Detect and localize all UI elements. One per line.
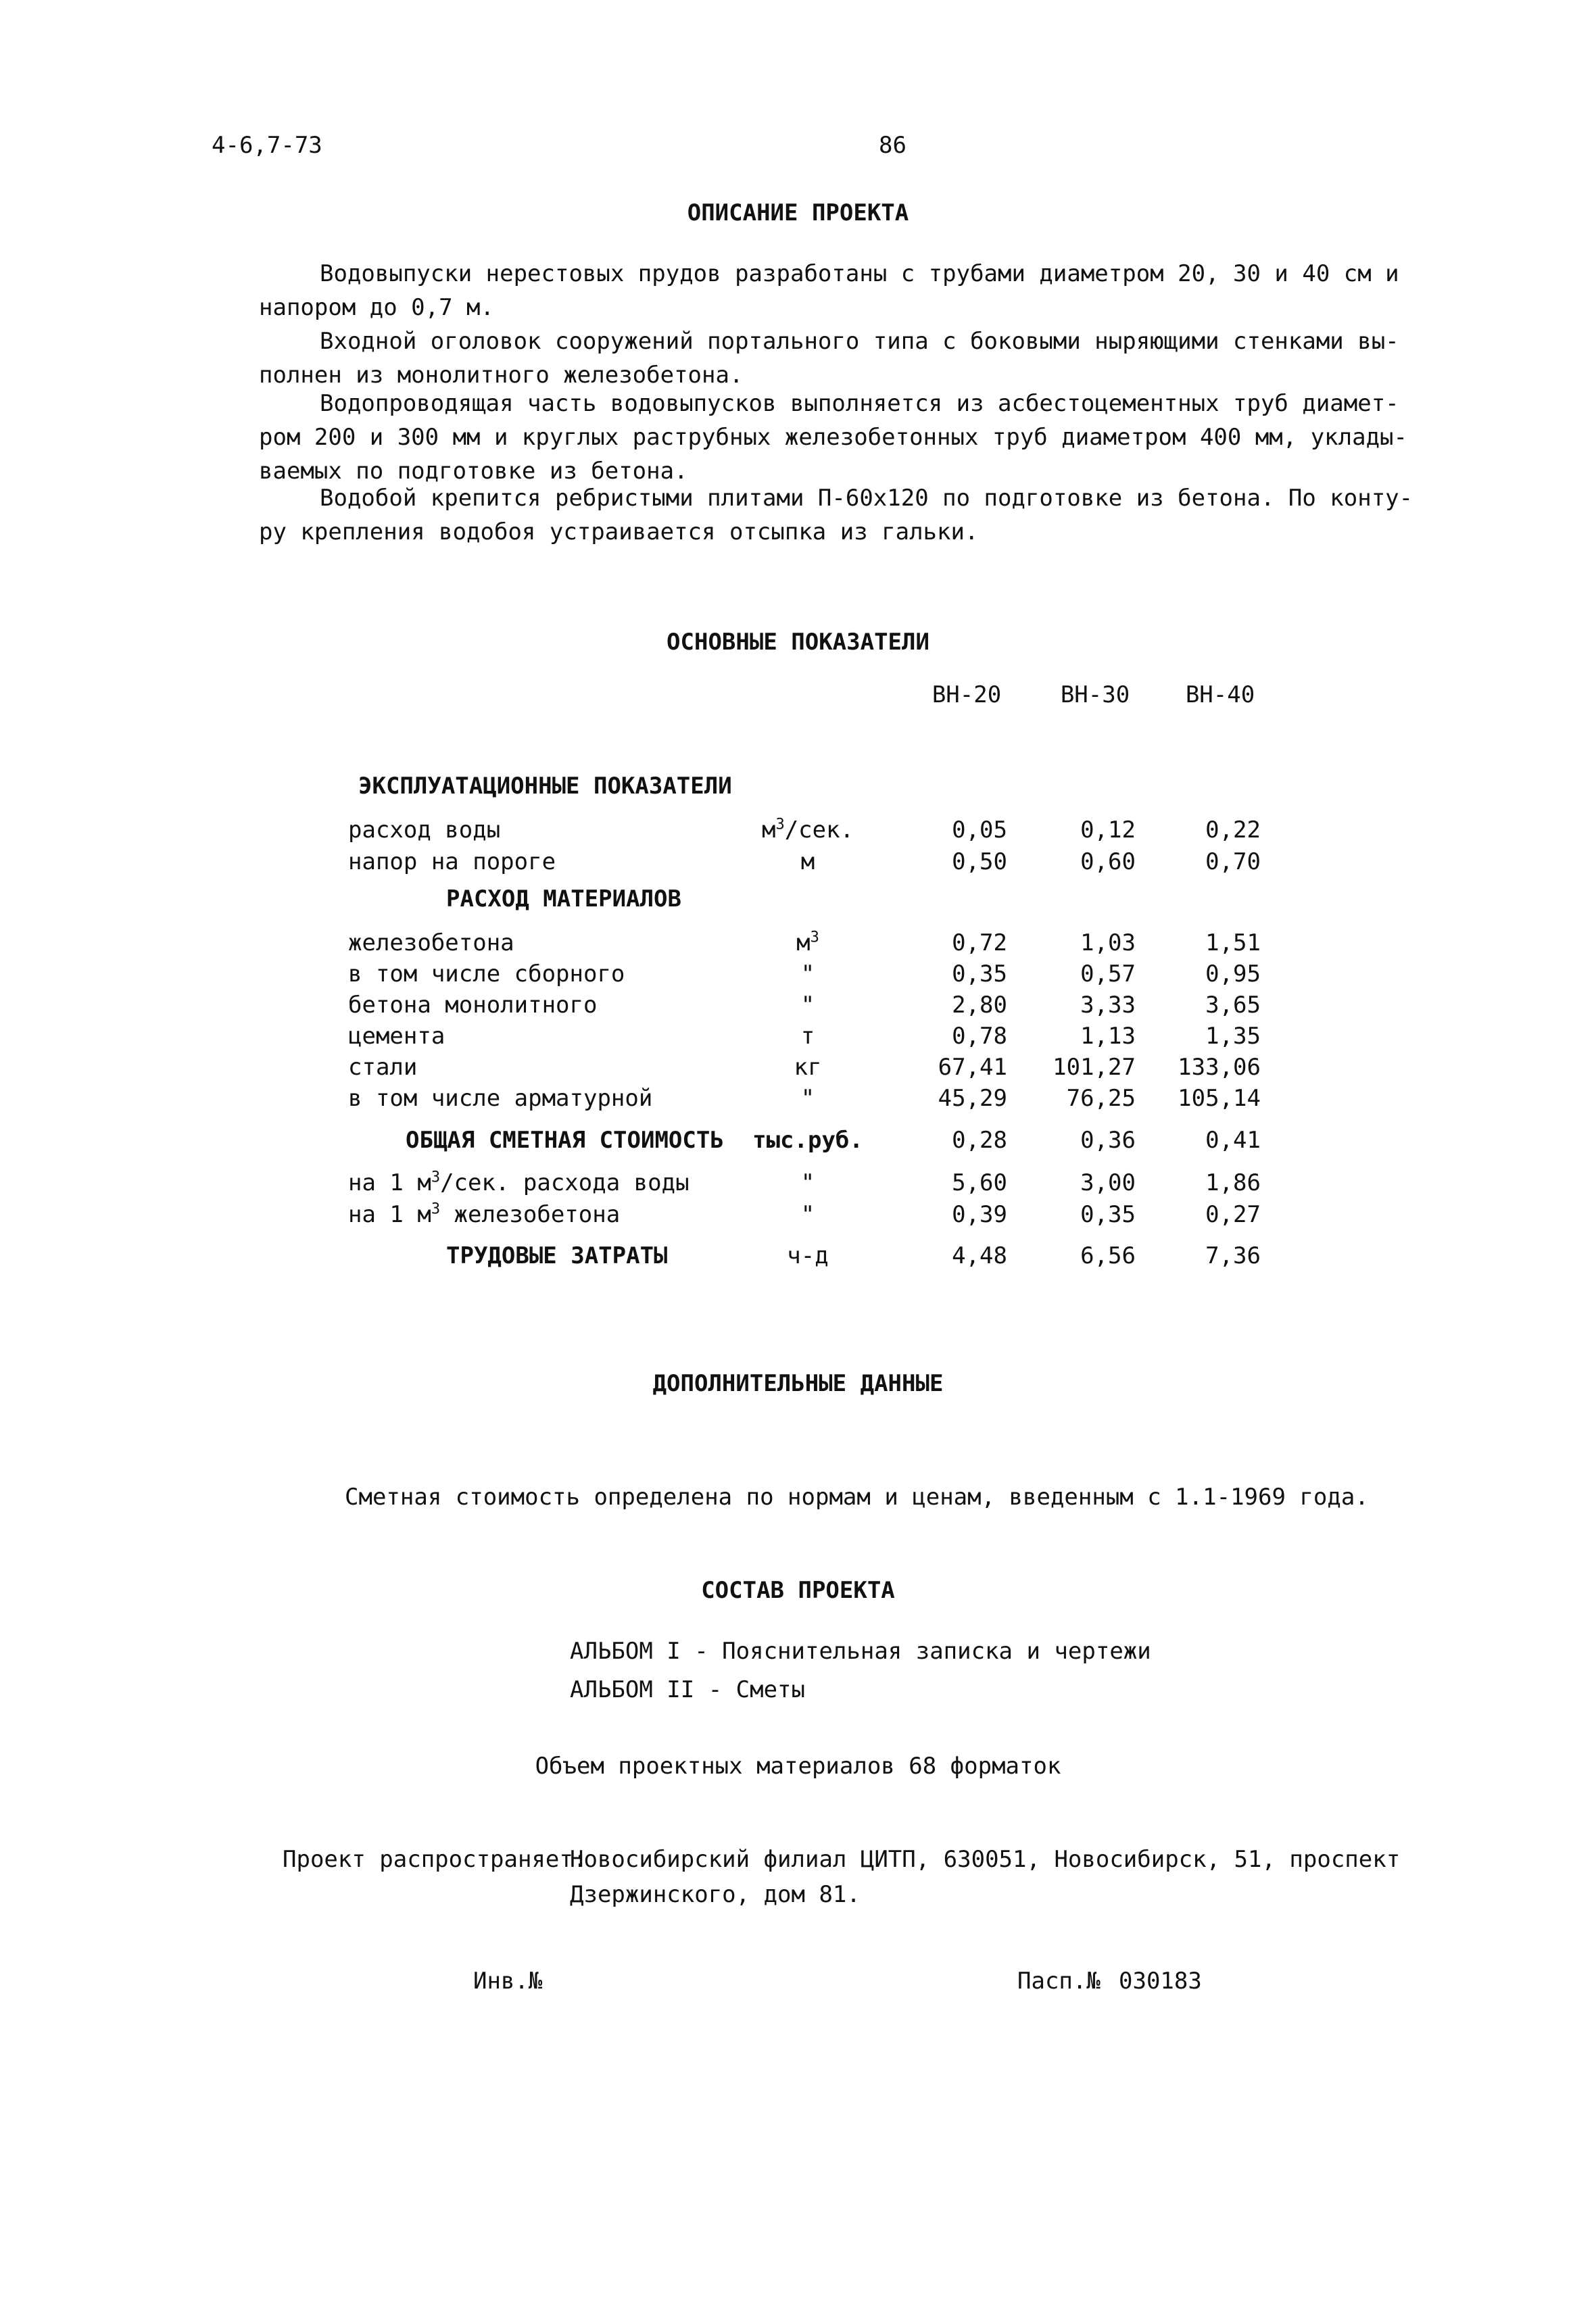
value-vn20: 5,60 [952,1169,1007,1196]
value-vn40: 7,36 [1205,1242,1261,1269]
unit-text: /сек. [784,817,854,844]
value-vn30: 0,12 [1080,817,1136,844]
row-unit: тыс.руб. [752,1127,863,1154]
value-vn20: 0,39 [952,1201,1007,1228]
column-header: ВН-40 [1185,681,1255,708]
passport-number: 030183 [1119,1968,1202,1995]
materials-section-title: РАСХОД МАТЕРИАЛОВ [446,885,681,912]
value-vn20: 0,50 [952,848,1007,875]
value-vn40: 0,22 [1205,817,1261,844]
document-code: 4-6,7-73 [212,132,322,159]
value-vn30: 0,35 [1080,1201,1136,1228]
materials-title-row [0,885,1596,917]
additional-text: Сметная стоимость определена по нормам и ценам, введенным с 1.1-1969 года. [345,1484,1369,1511]
row-label: в том числе арматурной [348,1085,653,1112]
value-vn40: 0,27 [1205,1201,1261,1228]
paragraph-line: Водовыпуски нерестовых прудов разработаны с трубами диаметром 20, 30 и 40 см и [320,260,1399,287]
label-superscript: 3 [431,1200,441,1218]
description-title: ОПИСАНИЕ ПРОЕКТА [687,199,909,226]
description-paragraph-4 [259,481,1413,549]
value-vn20: 45,29 [938,1085,1007,1112]
description-paragraph-2 [259,324,1399,392]
row-unit [737,817,879,844]
paragraph-line: Водопроводящая часть водовыпусков выполняется из асбестоцементных труб диамет- [320,390,1399,417]
row-label [348,1201,620,1228]
row-label: ТРУДОВЫЕ ЗАТРАТЫ [446,1242,668,1269]
unit-superscript: 3 [810,929,819,946]
table-row [0,1201,1596,1232]
paragraph-line: ром 200 и 300 мм и круглых раструбных железобетонных труб диаметром 400 мм, уклады- [259,424,1407,451]
table-row [0,960,1596,992]
value-vn40: 105,14 [1178,1085,1261,1112]
operational-title-row [0,773,1596,804]
passport-label: Пасп.№ [1017,1968,1101,1995]
value-vn30: 0,57 [1080,960,1136,988]
value-vn20: 2,80 [952,992,1007,1019]
column-header: ВН-30 [1060,681,1130,708]
row-unit: " [800,1169,815,1196]
value-vn20: 0,72 [952,929,1007,956]
table-row [0,1023,1596,1054]
composition-item: АЛЬБОМ II - Сметы [570,1676,805,1703]
label-superscript: 3 [431,1169,441,1186]
table-row [0,992,1596,1023]
row-unit: т [800,1023,815,1050]
value-vn20: 4,48 [952,1242,1007,1269]
table-row-labor [0,1242,1596,1273]
inventory-label: Инв.№ [473,1968,543,1995]
table-row-total-cost [0,1127,1596,1158]
unit-superscript: 3 [775,816,785,833]
value-vn20: 0,05 [952,817,1007,844]
value-vn40: 133,06 [1178,1054,1261,1081]
label-text: на 1 м [348,1201,431,1228]
volume-text: Объем проектных материалов 68 форматок [535,1753,1061,1780]
value-vn20: 0,28 [952,1127,1007,1154]
table-row [0,1085,1596,1116]
row-label: ОБЩАЯ СМЕТНАЯ СТОИМОСТЬ [406,1127,724,1154]
row-unit: " [800,960,815,988]
value-vn30: 76,25 [1066,1085,1136,1112]
value-vn40: 0,70 [1205,848,1261,875]
description-paragraph-1 [259,257,1399,324]
table-row [0,1169,1596,1200]
row-unit: ч-д [787,1242,829,1269]
value-vn30: 3,33 [1080,992,1136,1019]
row-label: железобетона [348,929,514,956]
row-unit: м [800,848,815,875]
paragraph-line: ваемых по подготовке из бетона. [259,458,688,485]
value-vn20: 67,41 [938,1054,1007,1081]
value-vn30: 6,56 [1080,1242,1136,1269]
paragraph-line: напором до 0,7 м. [259,294,494,321]
row-label: стали [348,1054,418,1081]
label-text: на 1 м [348,1169,431,1196]
label-text: /сек. расхода воды [440,1169,690,1196]
column-headers [0,681,1596,712]
column-header: ВН-20 [932,681,1002,708]
row-label: напор на пороге [348,848,556,875]
row-label: цемента [348,1023,445,1050]
unit-text: м [761,817,776,844]
additional-title: ДОПОЛНИТЕЛЬНЫЕ ДАННЫЕ [652,1370,944,1397]
value-vn30: 1,03 [1080,929,1136,956]
table-row [0,1054,1596,1085]
paragraph-line: Входной оголовок сооружений портального типа с боковыми ныряющими стенками вы- [320,328,1399,355]
composition-item: АЛЬБОМ I - Пояснительная записка и чертежи [570,1638,1151,1665]
row-label: расход воды [348,817,501,844]
row-unit: кг [794,1054,822,1081]
description-paragraph-3 [259,387,1407,488]
indicators-title: ОСНОВНЫЕ ПОКАЗАТЕЛИ [667,629,929,656]
distribution-label: Проект распространяет: [283,1846,587,1873]
value-vn40: 0,95 [1205,960,1261,988]
unit-text: м [796,929,811,956]
paragraph-line: полнен из монолитного железобетона. [259,362,744,389]
value-vn30: 101,27 [1053,1054,1136,1081]
value-vn20: 0,78 [952,1023,1007,1050]
page-number: 86 [879,132,906,159]
table-row [0,817,1596,848]
label-text: железобетона [440,1201,621,1228]
table-row [0,929,1596,960]
composition-title: СОСТАВ ПРОЕКТА [701,1577,895,1604]
row-unit [737,929,879,956]
distribution-address-line-1: Новосибирский филиал ЦИТП, 630051, Новосибирск, 51, проспект [570,1846,1401,1873]
value-vn30: 3,00 [1080,1169,1136,1196]
row-unit: " [800,992,815,1019]
row-unit: " [800,1085,815,1112]
value-vn40: 3,65 [1205,992,1261,1019]
row-label [348,1169,690,1196]
value-vn40: 0,41 [1205,1127,1261,1154]
value-vn40: 1,86 [1205,1169,1261,1196]
value-vn40: 1,35 [1205,1023,1261,1050]
row-label: в том числе сборного [348,960,625,988]
value-vn40: 1,51 [1205,929,1261,956]
row-label: бетона монолитного [348,992,598,1019]
value-vn30: 1,13 [1080,1023,1136,1050]
row-unit: " [800,1201,815,1228]
table-row [0,848,1596,879]
value-vn20: 0,35 [952,960,1007,988]
paragraph-line: ру крепления водобоя устраивается отсыпка из гальки. [259,518,979,545]
operational-section-title: ЭКСПЛУАТАЦИОННЫЕ ПОКАЗАТЕЛИ [358,773,732,800]
paragraph-line: Водобой крепится ребристыми плитами П-60х120 по подготовке из бетона. По конту- [320,485,1413,512]
value-vn30: 0,36 [1080,1127,1136,1154]
value-vn30: 0,60 [1080,848,1136,875]
distribution-address-line-2: Дзержинского, дом 81. [570,1881,861,1908]
